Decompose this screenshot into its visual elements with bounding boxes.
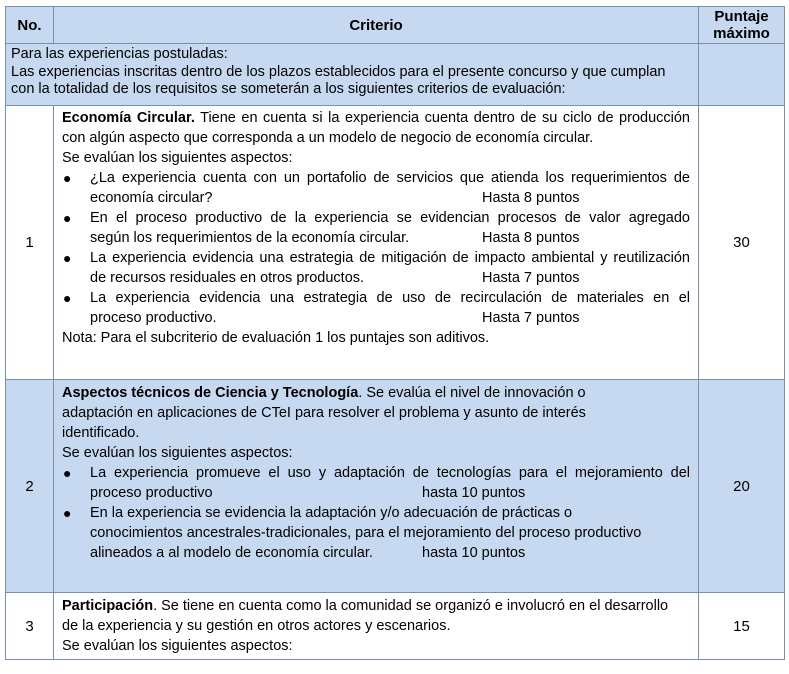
intro-row (6, 44, 785, 106)
criterion-description: Tiene en cuenta si la experiencia cuenta dentro de su ciclo de producción (194, 110, 690, 126)
row-number: 3 (6, 593, 54, 660)
list-item (62, 503, 690, 563)
table-row (6, 380, 785, 593)
criterion-line: con algún aspecto que corresponda a un modelo de negocio de economía circular. (62, 130, 594, 146)
header-criterio: Criterio (54, 7, 699, 44)
evaluation-criteria-table (5, 6, 784, 660)
aspect-list (62, 168, 690, 328)
header-no: No. (6, 7, 54, 44)
intro-line2: Las experiencias inscritas dentro de los plazos establecidos para el presente concurso y que cumplan (11, 63, 666, 80)
criterion-line (62, 595, 690, 616)
bullet-icon: ● (63, 465, 72, 481)
list-item (62, 208, 690, 248)
score-cell: 30 (699, 106, 785, 380)
criterion-cell (54, 380, 699, 593)
intro-score-cell (699, 44, 785, 106)
criterion-description: . Se tiene en cuenta como la comunidad se organizó e involucró en el desarrollo (153, 598, 669, 614)
criterion-line: adaptación en aplicaciones de CTeI para resolver el problema y asunto de interés (62, 405, 586, 421)
header-puntaje (699, 7, 785, 44)
bullet-icon: ● (63, 210, 72, 226)
aspect-points: Hasta 7 puntos (482, 270, 580, 286)
evalua-label: Se evalúan los siguientes aspectos: (62, 150, 293, 166)
aspect-text: alineados a al modelo de economía circular. (90, 545, 373, 561)
aspect-points: hasta 10 puntos (422, 485, 526, 501)
intro-cell (6, 44, 699, 106)
aspect-text: conocimientos ancestrales-tradicionales, para el mejoramiento del proceso productivo (90, 525, 642, 541)
aspect-text: En la experiencia se evidencia la adaptación y/o adecuación de prácticas o (90, 505, 573, 521)
list-item (62, 288, 690, 328)
aspect-text: economía circular? (90, 190, 213, 206)
criterion-line: identificado. (62, 425, 140, 441)
aspect-points: Hasta 7 puntos (482, 310, 580, 326)
aspect-points: hasta 10 puntos (422, 545, 526, 561)
aspect-text: proceso productivo (90, 485, 213, 501)
aspect-text: La experiencia evidencia una estrategia de uso de recirculación de materiales en el (90, 290, 690, 306)
criterion-note: Nota: Para el subcriterio de evaluación 1 los puntajes son aditivos. (62, 330, 490, 346)
score-cell: 15 (699, 593, 785, 660)
criterion-description: . Se evalúa el nivel de innovación o (358, 385, 586, 401)
aspect-text: según los requerimientos de la economía circular. (90, 230, 410, 246)
aspect-points: Hasta 8 puntos (482, 230, 580, 246)
intro-line1: Para las experiencias postuladas: (11, 46, 228, 62)
criterion-line: de la experiencia y su gestión en otros actores y escenarios. (62, 618, 451, 634)
criterion-line (62, 382, 690, 403)
bullet-icon: ● (63, 290, 72, 306)
evalua-label: Se evalúan los siguientes aspectos: (62, 445, 293, 461)
list-item (62, 463, 690, 503)
row-number: 2 (6, 380, 54, 593)
bullet-icon: ● (63, 505, 72, 521)
aspect-text: La experiencia evidencia una estrategia de mitigación de impacto ambiental y reutilización (90, 250, 690, 266)
criterion-line (62, 108, 690, 128)
aspect-text: ¿La experiencia cuenta con un portafolio de servicios que atienda los requerimientos de (90, 170, 690, 186)
score-cell: 20 (699, 380, 785, 593)
aspect-text: La experiencia promueve el uso y adaptación de tecnologías para el mejoramiento del (90, 465, 690, 481)
header-puntaje-line2: máximo (713, 25, 770, 42)
table-row (6, 106, 785, 380)
list-item (62, 248, 690, 288)
row-number: 1 (6, 106, 54, 380)
list-item (62, 168, 690, 208)
header-puntaje-line1: Puntaje (714, 8, 769, 25)
aspect-points: Hasta 8 puntos (482, 190, 580, 206)
aspect-text: de recursos residuales en otros productos. (90, 270, 365, 286)
aspect-list (62, 463, 690, 563)
aspect-text: proceso productivo. (90, 310, 217, 326)
intro-line3: con la totalidad de los requisitos se someterán a los siguientes criterios de evaluación: (11, 81, 566, 97)
bullet-icon: ● (63, 170, 72, 186)
criterion-cell (54, 593, 699, 660)
criterion-title: Participación (62, 598, 154, 614)
criterion-title: Aspectos técnicos de Ciencia y Tecnología (62, 385, 359, 401)
evalua-label: Se evalúan los siguientes aspectos: (62, 638, 293, 654)
criterion-title: Economía Circular. (62, 110, 195, 126)
table-header-row (6, 7, 785, 44)
bullet-icon: ● (63, 250, 72, 266)
criterion-cell (54, 106, 699, 380)
table-row (6, 593, 785, 660)
aspect-text: En el proceso productivo de la experiencia se evidencian procesos de valor agregado (90, 210, 690, 226)
